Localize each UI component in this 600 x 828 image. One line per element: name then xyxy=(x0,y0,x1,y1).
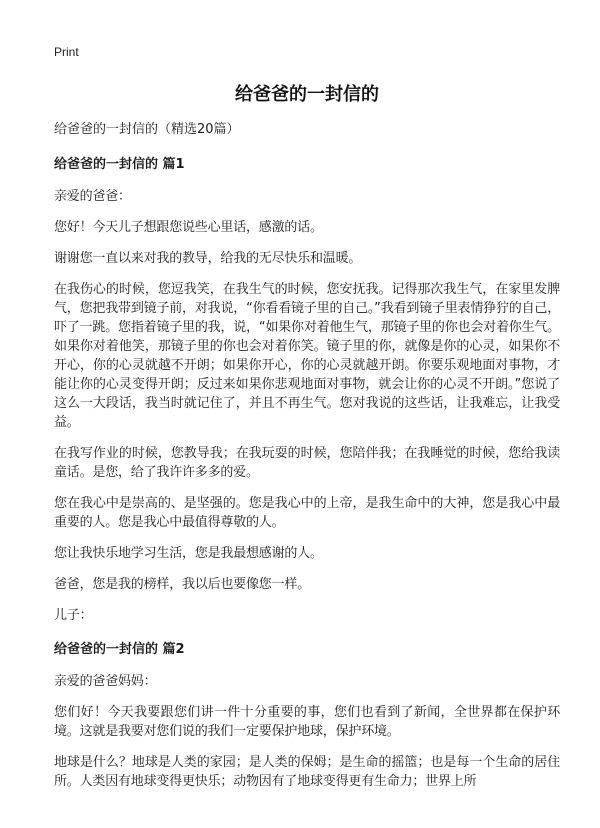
section-heading: 给爸爸的一封信的 篇1 xyxy=(54,157,185,172)
document-title: 给爸爸的一封信的 xyxy=(235,84,379,105)
paragraph: 您们好！今天我要跟您们讲一件十分重要的事，您们也看到了新闻，全世界都在保护环境。这就是我要对您们说的我们一定要保护地球，保护环境。 xyxy=(54,705,560,739)
paragraph: 在我伤心的时候，您逗我笑，在我生气的时候，您安抚我。记得那次我生气，在家里发脾气，您把我带到镜子前，对我说，“你看看镜子里的自己。”我看到镜子里表情狰狞的自己，吓了一跳。您指着镜子里的我，说，“如果你对着他生气，那镜子里的你也会对着你生气。如果你对着他笑，那镜子里的你也会对着你笑。镜子里的你，就像是你的心灵，如果你不开心，你的心灵就越不开朗；如果你开心，你的心灵就越开朗。你要乐观地面对事物，才能让你的心灵变得开朗；反过来如果你悲观地面对事物，就会让你的心灵不开朗。”您说了这么一大段话，我当时就记住了，并且不再生气。您对我说的这些话，让我难忘，让我受益。 xyxy=(54,282,560,430)
paragraph: 您在我心中是崇高的、是坚强的。您是我心中的上帝，是我生命中的大神，您是我心中最重要的人。您是我心中最值得尊敬的人。 xyxy=(54,496,560,530)
salutation: 亲爱的爸爸妈妈： xyxy=(54,674,157,689)
paragraph: 地球是什么？地球是人类的家园；是人类的保姆；是生命的摇篮；也是每一个生命的居住所。人类因有地球变得更快乐；动物因有了地球变得更有生命力；世界上所 xyxy=(54,755,560,789)
paragraph: 在我写作业的时候，您教导我；在我玩耍的时候，您陪伴我；在我睡觉的时候，您给我读童话。是您，给了我许许多多的爱。 xyxy=(54,446,560,480)
signature: 儿子： xyxy=(54,608,93,623)
document-subtitle: 给爸爸的一封信的（精选20篇） xyxy=(54,122,240,137)
paragraph: 爸爸，您是我的榜样，我以后也要像您一样。 xyxy=(54,577,311,592)
paragraph: 您让我快乐地学习生活，您是我最想感谢的人。 xyxy=(54,546,323,561)
paragraph: 谢谢您一直以来对我的教导，给我的无尽快乐和温暖。 xyxy=(54,251,362,266)
section-1 xyxy=(54,155,560,625)
section-heading: 给爸爸的一封信的 篇2 xyxy=(54,642,185,657)
section-2 xyxy=(54,640,560,791)
salutation: 亲爱的爸爸： xyxy=(54,189,131,204)
print-link[interactable]: Print xyxy=(54,45,79,59)
paragraph: 您好！今天儿子想跟您说些心里话，感激的话。 xyxy=(54,220,323,235)
